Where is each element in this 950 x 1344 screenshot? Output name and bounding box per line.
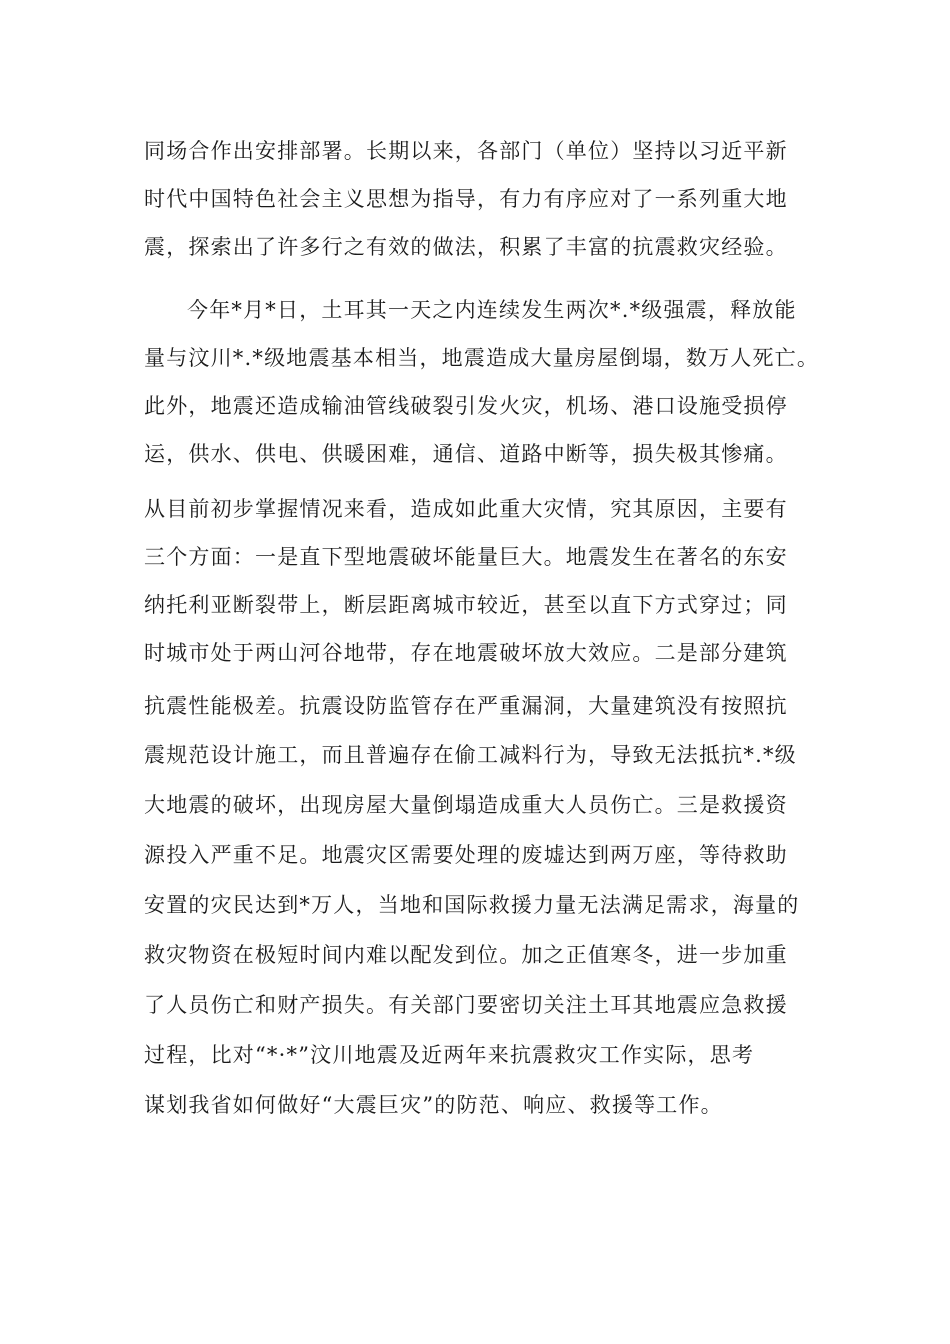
paragraph-2-line-16: 过程，比对“*·*”汶川地震及近两年来抗震救灾工作实际，思考	[144, 1043, 755, 1067]
paragraph-2-line-2: 量与汶川*.*级地震基本相当，地震造成大量房屋倒塌，数万人死亡。	[144, 346, 820, 370]
paragraph-2-line-5: 从目前初步掌握情况来看，造成如此重大灾情，究其原因，主要有	[144, 497, 788, 521]
paragraph-2-line-13: 安置的灾民达到*万人，当地和国际救援力量无法满足需求，海量的	[144, 893, 800, 917]
paragraph-2-line-15: 了人员伤亡和财产损失。有关部门要密切关注土耳其地震应急救援	[144, 993, 788, 1017]
paragraph-1-line-2: 时代中国特色社会主义思想为指导，有力有序应对了一系列重大地	[144, 187, 788, 211]
paragraph-2-line-8: 时城市处于两山河谷地带，存在地震破坏放大效应。二是部分建筑	[144, 641, 788, 665]
paragraph-2-line-6: 三个方面：一是直下型地震破坏能量巨大。地震发生在著名的东安	[144, 545, 788, 569]
paragraph-2-line-9: 抗震性能极差。抗震设防监管存在严重漏洞，大量建筑没有按照抗	[144, 694, 788, 718]
paragraph-2-line-12: 源投入严重不足。地震灾区需要处理的废墟达到两万座，等待救助	[144, 843, 788, 867]
paragraph-2-line-1: 今年*月*日，土耳其一天之内连续发生两次*.*级强震，释放能	[187, 298, 797, 322]
paragraph-1-line-3: 震，探索出了许多行之有效的做法，积累了丰富的抗震救灾经验。	[144, 235, 788, 259]
paragraph-2-line-14: 救灾物资在极短时间内难以配发到位。加之正值寒冬，进一步加重	[144, 943, 788, 967]
paragraph-2-line-3: 此外，地震还造成输油管线破裂引发火灾，机场、港口设施受损停	[144, 394, 788, 418]
paragraph-2-line-7: 纳托利亚断裂带上，断层距离城市较近，甚至以直下方式穿过；同	[144, 593, 788, 617]
paragraph-2-line-11: 大地震的破坏，出现房屋大量倒塌造成重大人员伤亡。三是救援资	[144, 793, 788, 817]
paragraph-2-line-17: 谋划我省如何做好“大震巨灾”的防范、响应、救援等工作。	[144, 1093, 723, 1117]
paragraph-2-line-10: 震规范设计施工，而且普遍存在偷工减料行为，导致无法抵抗*.*级	[144, 743, 797, 767]
paragraph-2-line-4: 运，供水、供电、供暖困难，通信、道路中断等，损失极其惨痛。	[144, 442, 788, 466]
paragraph-1-line-1: 同场合作出安排部署。长期以来，各部门（单位）坚持以习近平新	[144, 139, 788, 163]
